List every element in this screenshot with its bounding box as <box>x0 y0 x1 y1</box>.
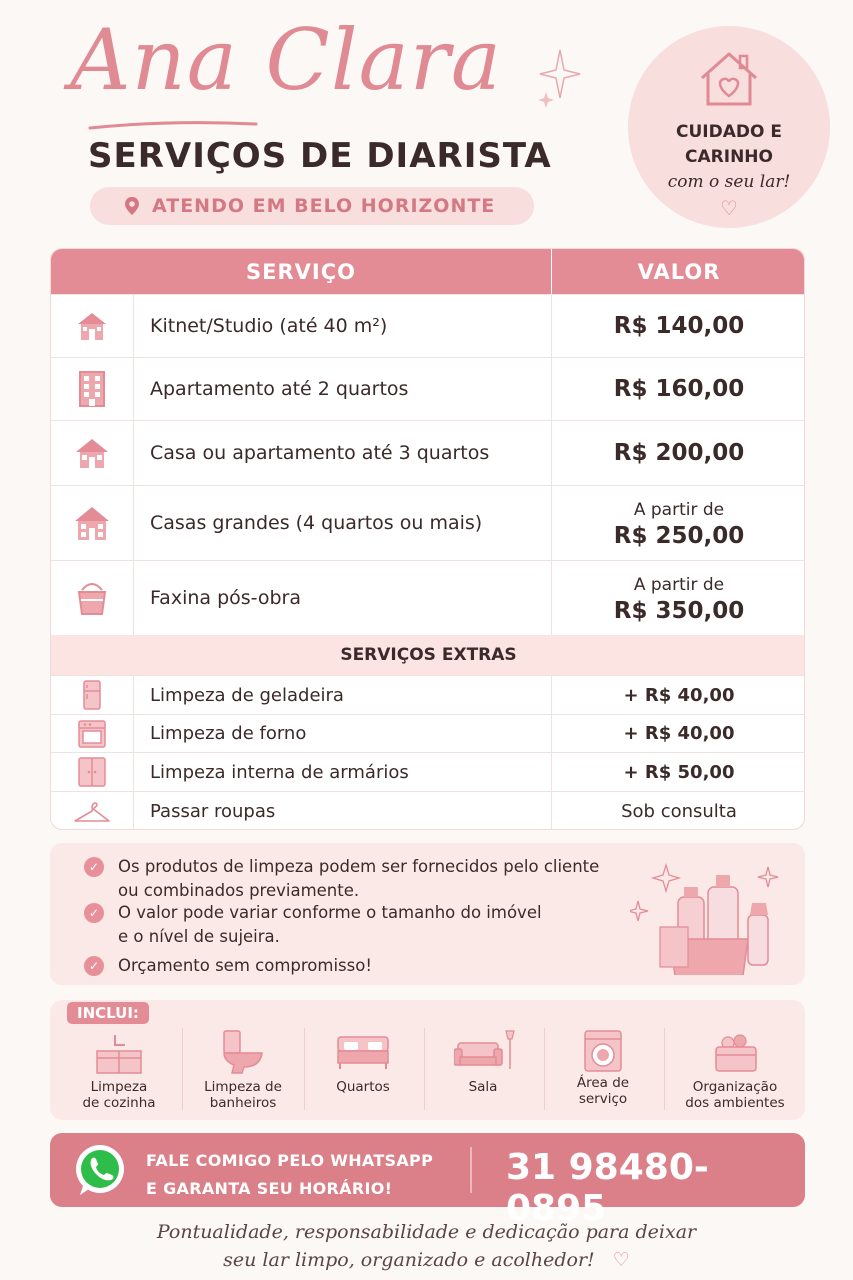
house-icon <box>74 436 110 470</box>
whatsapp-cta-line1: FALE COMIGO PELO WHATSAPP <box>146 1151 434 1170</box>
divider <box>424 1028 425 1110</box>
include-label: Limpeza de <box>204 1079 282 1095</box>
table-row <box>51 752 805 791</box>
include-item <box>670 1025 800 1113</box>
service-price: R$ 200,00 <box>613 440 745 466</box>
sparkle-icon <box>538 48 582 108</box>
include-label: Quartos <box>336 1079 390 1095</box>
note-item <box>84 855 599 903</box>
price-prefix: A partir de <box>633 500 725 520</box>
whatsapp-banner[interactable] <box>50 1133 805 1229</box>
extra-name: Passar roupas <box>150 801 276 822</box>
note-item <box>84 901 542 949</box>
cleaning-supplies-icon <box>630 857 780 975</box>
service-price: R$ 160,00 <box>613 376 745 402</box>
include-label: banheiros <box>209 1095 277 1111</box>
extra-price: + R$ 40,00 <box>623 684 735 706</box>
extra-price: Sob consulta <box>621 801 737 822</box>
include-label: Sala <box>468 1079 498 1095</box>
footer-tagline <box>0 1218 853 1274</box>
toilet-icon <box>222 1029 264 1075</box>
divider <box>182 1028 183 1110</box>
divider <box>544 1028 545 1110</box>
badge-line3: com o seu lar! <box>667 172 791 192</box>
table-row <box>51 714 805 752</box>
service-name: Casa ou apartamento até 3 quartos <box>150 442 490 464</box>
house-heart-icon <box>696 50 762 108</box>
basket-icon <box>714 1033 758 1073</box>
divider <box>304 1028 305 1110</box>
price-prefix: A partir de <box>633 575 725 595</box>
table-row <box>51 675 805 714</box>
note-text: ou combinados previamente. <box>118 881 360 900</box>
note-item <box>84 954 372 978</box>
whatsapp-icon[interactable] <box>72 1143 128 1199</box>
service-name: Casas grandes (4 quartos ou mais) <box>150 512 483 534</box>
extra-name: Limpeza interna de armários <box>150 761 409 783</box>
footer-line1: Pontualidade, responsabilidade e dedicação para deixar <box>156 1221 697 1243</box>
phone-number[interactable]: 31 98480-0895 <box>506 1147 709 1229</box>
kitchen-icon <box>95 1031 143 1075</box>
service-name: Kitnet/Studio (até 40 m²) <box>150 315 388 337</box>
include-item <box>428 1025 538 1113</box>
underline-swash <box>88 118 258 132</box>
heart-icon: ♡ <box>612 1249 630 1271</box>
check-icon: ✓ <box>84 903 104 923</box>
table-row <box>51 560 805 635</box>
badge-line1: CUIDADO E <box>676 122 782 142</box>
notes-box <box>50 843 805 985</box>
whatsapp-cta-line2: E GARANTA SEU HORÁRIO! <box>146 1179 393 1198</box>
include-item <box>188 1025 298 1113</box>
include-item <box>64 1025 174 1113</box>
col-header-service: SERVIÇO <box>51 249 551 294</box>
fridge-icon <box>82 680 102 710</box>
bed-icon <box>336 1035 390 1071</box>
note-text: Orçamento sem compromisso! <box>118 956 372 975</box>
heart-icon: ♡ <box>720 196 738 220</box>
extra-name: Limpeza de geladeira <box>150 684 344 706</box>
include-item <box>308 1025 418 1113</box>
washing-machine-icon <box>583 1029 623 1073</box>
include-label: serviço <box>578 1091 628 1107</box>
table-row <box>51 485 805 560</box>
check-icon: ✓ <box>84 857 104 877</box>
brand-name: Ana Clara <box>70 11 502 109</box>
table-row <box>51 420 805 485</box>
extra-price: + R$ 50,00 <box>623 761 735 783</box>
include-label: Limpeza <box>90 1079 148 1095</box>
service-name: Apartamento até 2 quartos <box>150 378 409 400</box>
care-badge <box>628 26 830 228</box>
include-label: Organização <box>692 1079 778 1095</box>
sofa-icon <box>454 1029 518 1073</box>
table-row <box>51 294 805 357</box>
big-house-icon <box>73 504 111 542</box>
table-row <box>51 357 805 420</box>
check-icon: ✓ <box>84 956 104 976</box>
bucket-icon <box>76 580 108 616</box>
service-price: R$ 140,00 <box>613 313 745 339</box>
footer-line2: seu lar limpo, organizado e acolhedor! <box>223 1249 595 1271</box>
include-label: de cozinha <box>82 1095 156 1111</box>
building-icon <box>77 370 107 408</box>
include-label: dos ambientes <box>685 1095 785 1111</box>
note-text: O valor pode variar conforme o tamanho do imóvel <box>118 903 542 922</box>
location-pin-icon <box>124 196 140 216</box>
service-name: Faxina pós-obra <box>150 587 302 609</box>
service-price: R$ 250,00 <box>613 523 745 549</box>
col-header-value: VALOR <box>552 249 805 294</box>
note-text: Os produtos de limpeza podem ser fornecidos pelo cliente <box>118 857 600 876</box>
badge-line2: CARINHO <box>685 147 773 167</box>
service-price: R$ 350,00 <box>613 598 745 624</box>
extra-price: + R$ 40,00 <box>623 723 735 744</box>
oven-icon <box>78 720 106 748</box>
price-table <box>50 248 805 830</box>
location-text: ATENDO EM BELO HORIZONTE <box>152 195 496 217</box>
page-title: SERVIÇOS DE DIARISTA <box>88 136 552 176</box>
extras-heading: SERVIÇOS EXTRAS <box>51 635 805 675</box>
divider <box>664 1028 665 1110</box>
table-row <box>51 791 805 830</box>
divider <box>470 1147 472 1193</box>
include-item <box>548 1025 658 1113</box>
cabinet-icon <box>78 757 106 787</box>
note-text: e o nível de sujeira. <box>118 927 280 946</box>
extra-name: Limpeza de forno <box>150 723 307 744</box>
include-label: Área de <box>576 1075 630 1091</box>
includes-tag: INCLUI: <box>67 1002 149 1024</box>
includes-box <box>50 1000 805 1120</box>
hanger-icon <box>73 799 111 825</box>
location-pill <box>90 187 534 225</box>
small-house-icon <box>75 310 109 342</box>
